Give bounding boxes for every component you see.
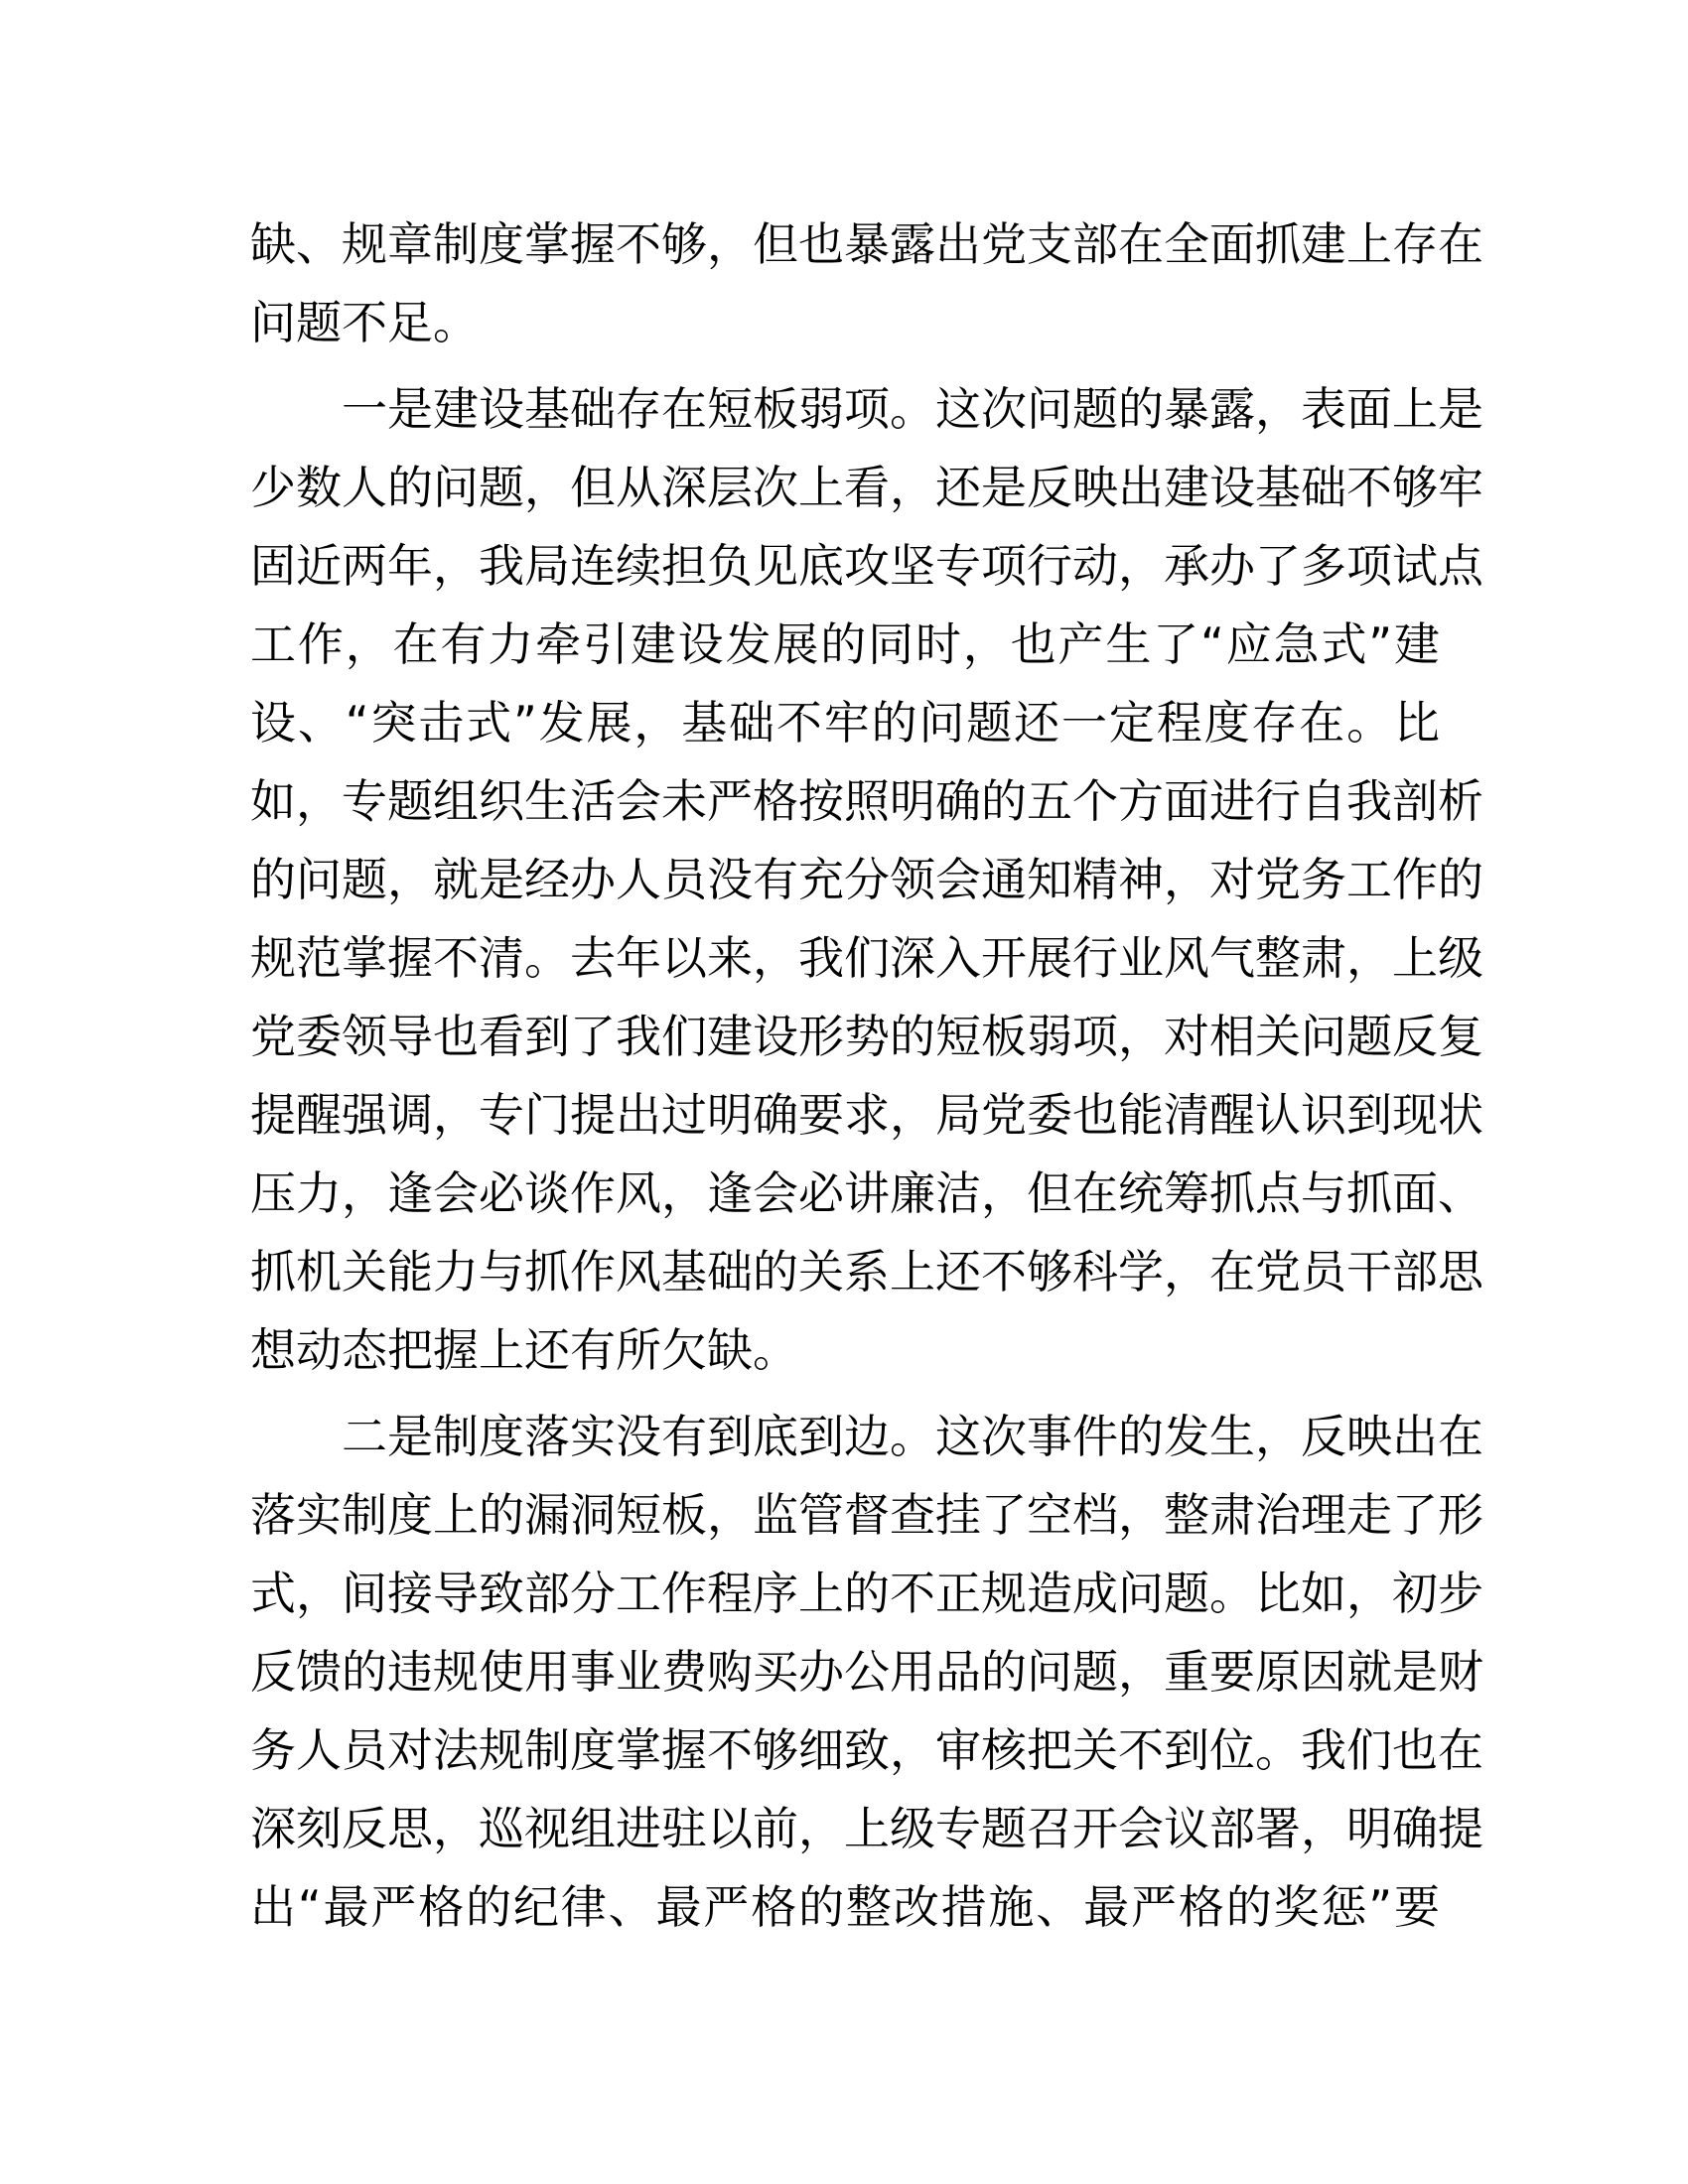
text-line: 问题不足。 (250, 296, 479, 349)
text-line: 提醒强调，专门提出过明确要求，局党委也能清醒认识到现状 (250, 1088, 1483, 1142)
document-body (250, 212, 1483, 1962)
text-line: 工作，在有力牵引建设发展的同时，也产生了“应急式”建 (250, 617, 1440, 671)
text-line: 深刻反思，巡视组进驻以前，上级专题召开会议部署，明确提 (250, 1802, 1483, 1855)
text-line: 固近两年，我局连续担负见底攻坚专项行动，承办了多项试点 (250, 539, 1483, 593)
text-line: 二是制度落实没有到底到边。这次事件的发生，反映出在 (342, 1410, 1483, 1463)
text-line: 一是建设基础存在短板弱项。这次问题的暴露，表面上是 (342, 382, 1483, 436)
text-line: 少数人的问题，但从深层次上看，还是反映出建设基础不够牢 (250, 461, 1483, 514)
text-line: 出“最严格的纪律、最严格的整改措施、最严格的奖惩”要 (250, 1880, 1440, 1934)
paragraph-system-implementation (250, 1405, 1483, 1954)
paragraph-continuation (250, 212, 1483, 369)
text-line: 务人员对法规制度掌握不够细致，审核把关不到位。我们也在 (250, 1723, 1483, 1777)
text-line: 党委领导也看到了我们建设形势的短板弱项，对相关问题反复 (250, 1010, 1483, 1063)
text-line: 的问题，就是经办人员没有充分领会通知精神，对党务工作的 (250, 853, 1483, 906)
text-line: 设、“突击式”发展，基础不牢的问题还一定程度存在。比 (250, 696, 1440, 750)
text-line: 规范掌握不清。去年以来，我们深入开展行业风气整肃，上级 (250, 931, 1483, 985)
text-line: 缺、规章制度掌握不够，但也暴露出党支部在全面抓建上存在 (250, 217, 1483, 271)
text-line: 反馈的违规使用事业费购买办公用品的问题，重要原因就是财 (250, 1645, 1483, 1699)
text-line: 想动态把握上还有所欠缺。 (250, 1323, 798, 1377)
text-line: 抓机关能力与抓作风基础的关系上还不够科学，在党员干部思 (250, 1245, 1483, 1298)
text-line: 落实制度上的漏洞短板，监管督查挂了空档，整肃治理走了形 (250, 1488, 1483, 1542)
text-line: 压力，逢会必谈作风，逢会必讲廉洁，但在统筹抓点与抓面、 (250, 1166, 1483, 1220)
text-line: 如，专题组织生活会未严格按照明确的五个方面进行自我剖析 (250, 774, 1483, 828)
text-line: 式，间接导致部分工作程序上的不正规造成问题。比如，初步 (250, 1567, 1483, 1620)
paragraph-construction-foundation (250, 377, 1483, 1397)
